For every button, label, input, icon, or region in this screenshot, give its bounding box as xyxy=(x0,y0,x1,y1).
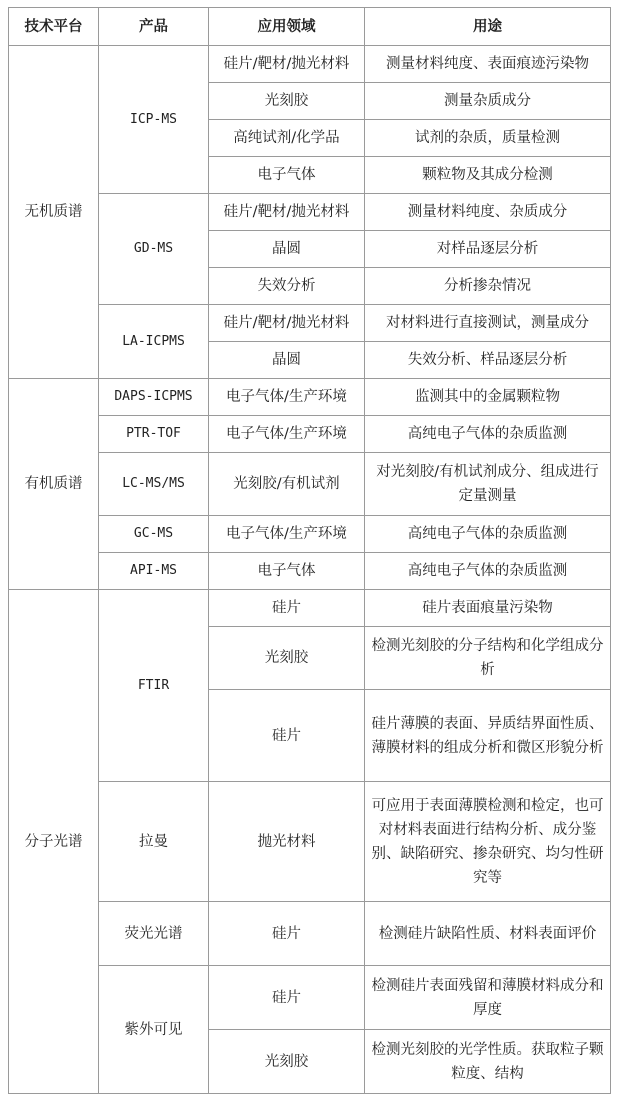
use-cell: 硅片表面痕量污染物 xyxy=(365,590,611,627)
use-cell: 硅片薄膜的表面、异质结界面性质、薄膜材料的组成分析和微区形貌分析 xyxy=(365,690,611,782)
field-cell: 硅片 xyxy=(209,902,365,966)
use-cell: 检测硅片表面残留和薄膜材料成分和厚度 xyxy=(365,966,611,1030)
platform-cell: 有机质谱 xyxy=(9,379,99,590)
field-cell: 失效分析 xyxy=(209,268,365,305)
field-cell: 硅片/靶材/抛光材料 xyxy=(209,305,365,342)
header-row xyxy=(9,8,611,46)
use-cell: 失效分析、样品逐层分析 xyxy=(365,342,611,379)
table-row xyxy=(9,553,611,590)
table-row xyxy=(9,453,611,516)
header-use: 用途 xyxy=(365,8,611,46)
use-cell: 颗粒物及其成分检测 xyxy=(365,157,611,194)
table-row xyxy=(9,194,611,231)
use-cell: 高纯电子气体的杂质监测 xyxy=(365,553,611,590)
field-cell: 光刻胶 xyxy=(209,83,365,120)
header-platform: 技术平台 xyxy=(9,8,99,46)
use-cell: 对光刻胶/有机试剂成分、组成进行定量测量 xyxy=(365,453,611,516)
field-cell: 晶圆 xyxy=(209,231,365,268)
field-cell: 硅片 xyxy=(209,590,365,627)
use-cell: 检测硅片缺陷性质、材料表面评价 xyxy=(365,902,611,966)
field-cell: 电子气体 xyxy=(209,553,365,590)
table-row xyxy=(9,966,611,1030)
use-cell: 监测其中的金属颗粒物 xyxy=(365,379,611,416)
use-cell: 检测光刻胶的分子结构和化学组成分析 xyxy=(365,627,611,690)
header-field: 应用领域 xyxy=(209,8,365,46)
field-cell: 高纯试剂/化学品 xyxy=(209,120,365,157)
field-cell: 光刻胶/有机试剂 xyxy=(209,453,365,516)
use-cell: 试剂的杂质，质量检测 xyxy=(365,120,611,157)
table-row xyxy=(9,902,611,966)
use-cell: 对材料进行直接测试，测量成分 xyxy=(365,305,611,342)
product-cell: GC-MS xyxy=(99,516,209,553)
field-cell: 光刻胶 xyxy=(209,1030,365,1094)
field-cell: 电子气体/生产环境 xyxy=(209,516,365,553)
use-cell: 检测光刻胶的光学性质。获取粒子颗粒度、结构 xyxy=(365,1030,611,1094)
table-row xyxy=(9,379,611,416)
platform-cell: 无机质谱 xyxy=(9,46,99,379)
product-cell: API-MS xyxy=(99,553,209,590)
table-row xyxy=(9,590,611,627)
product-cell: 荧光光谱 xyxy=(99,902,209,966)
product-cell: DAPS-ICPMS xyxy=(99,379,209,416)
product-cell: GD-MS xyxy=(99,194,209,305)
product-cell: LC-MS/MS xyxy=(99,453,209,516)
table-row xyxy=(9,46,611,83)
table-row xyxy=(9,782,611,902)
header-product: 产品 xyxy=(99,8,209,46)
platform-cell: 分子光谱 xyxy=(9,590,99,1094)
field-cell: 光刻胶 xyxy=(209,627,365,690)
spectroscopy-table xyxy=(8,7,611,1094)
product-cell: 紫外可见 xyxy=(99,966,209,1094)
table-row xyxy=(9,305,611,342)
use-cell: 测量材料纯度、表面痕迹污染物 xyxy=(365,46,611,83)
product-cell: FTIR xyxy=(99,590,209,782)
field-cell: 硅片 xyxy=(209,966,365,1030)
use-cell: 测量材料纯度、杂质成分 xyxy=(365,194,611,231)
field-cell: 电子气体 xyxy=(209,157,365,194)
product-cell: ICP-MS xyxy=(99,46,209,194)
table-row xyxy=(9,516,611,553)
field-cell: 硅片/靶材/抛光材料 xyxy=(209,194,365,231)
table-row xyxy=(9,416,611,453)
product-cell: LA-ICPMS xyxy=(99,305,209,379)
use-cell: 可应用于表面薄膜检测和检定，也可对材料表面进行结构分析、成分鉴别、缺陷研究、掺杂研究、均匀性研究等 xyxy=(365,782,611,902)
field-cell: 硅片/靶材/抛光材料 xyxy=(209,46,365,83)
field-cell: 抛光材料 xyxy=(209,782,365,902)
product-cell: 拉曼 xyxy=(99,782,209,902)
use-cell: 对样品逐层分析 xyxy=(365,231,611,268)
use-cell: 分析掺杂情况 xyxy=(365,268,611,305)
field-cell: 晶圆 xyxy=(209,342,365,379)
field-cell: 电子气体/生产环境 xyxy=(209,379,365,416)
use-cell: 高纯电子气体的杂质监测 xyxy=(365,416,611,453)
use-cell: 高纯电子气体的杂质监测 xyxy=(365,516,611,553)
product-cell: PTR-TOF xyxy=(99,416,209,453)
use-cell: 测量杂质成分 xyxy=(365,83,611,120)
field-cell: 电子气体/生产环境 xyxy=(209,416,365,453)
field-cell: 硅片 xyxy=(209,690,365,782)
